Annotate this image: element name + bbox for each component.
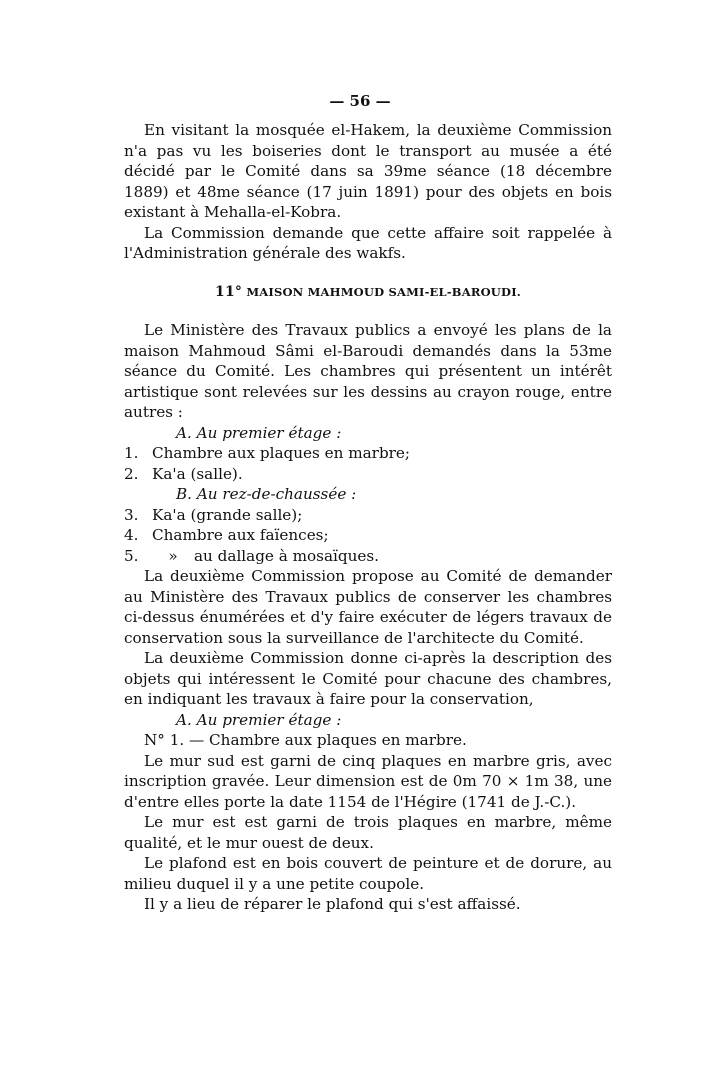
list-item: 5. » au dallage à mosaïques. bbox=[124, 546, 379, 565]
group-label: B. Au rez-de-chaussée : bbox=[176, 485, 357, 503]
paragraph: La deuxième Commission donne ci-après la description des objets qui intéressent le Comité pour chacune des chambres, en indiquant les travaux à faire pour la conservation, bbox=[124, 649, 612, 708]
paragraph: Le plafond est en bois couvert de peinture et de dorure, au milieu duquel il y a une petite coupole. bbox=[124, 854, 612, 893]
section-heading bbox=[124, 282, 612, 303]
list-item: 4. Chambre aux faïences; bbox=[124, 526, 329, 544]
page-body bbox=[124, 120, 612, 915]
group-label: A. Au premier étage : bbox=[176, 710, 342, 729]
list-item: 2. Ka'a (salle). bbox=[124, 464, 243, 483]
group-label: A. Au premier étage : bbox=[176, 423, 342, 442]
section-number: 11° bbox=[215, 283, 243, 300]
list-item: 3. Ka'a (grande salle); bbox=[124, 505, 303, 524]
paragraph: Le mur est est garni de trois plaques en marbre, même qualité, et le mur ouest de deux. bbox=[124, 813, 612, 852]
page-number: — 56 — bbox=[329, 92, 391, 110]
paragraph: Le mur sud est garni de cinq plaques en marbre gris, avec inscription gravée. Leur dimension est de 0m 70 × 1m 38, une d'entre elles porte la date 1154 de l'Hégire (1741 de J.-C.). bbox=[124, 751, 612, 811]
paragraph: Le Ministère des Travaux publics a envoyé les plans de la maison Mahmoud Sâmi el-Baroudi demandés dans la 53me séance du Comité. Les chambres qui présentent un intérêt artistique sont relevées sur les dessins au crayon rouge, entre autres : bbox=[124, 321, 612, 421]
paragraph: La deuxième Commission propose au Comité de demander au Ministère des Travaux publics de conserver les chambres ci-dessus énumérées et d'y faire exécuter de légers travaux de conservation sous la surveillance de l'architecte du Comité. bbox=[124, 567, 612, 647]
paragraph: La Commission demande que cette affaire soit rappelée à l'Administration générale des wakfs. bbox=[124, 223, 612, 262]
list-item: 1. Chambre aux plaques en marbre; bbox=[124, 444, 411, 462]
paragraph: En visitant la mosquée el-Hakem, la deuxième Commission n'a pas vu les boiseries dont le transport au musée a été décidé par le Comité dans sa 39me séance (18 décembre 1889) et 48me séance (17 juin 1891) pour des objets en bois existant à Mehalla-el-Kobra. bbox=[124, 121, 612, 221]
numbered-line: N° 1. — Chambre aux plaques en marbre. bbox=[144, 731, 467, 749]
paragraph: Il y a lieu de réparer le plafond qui s'est affaissé. bbox=[144, 895, 521, 913]
section-title: MAISON MAHMOUD SAMI-EL-BAROUDI. bbox=[246, 284, 521, 299]
